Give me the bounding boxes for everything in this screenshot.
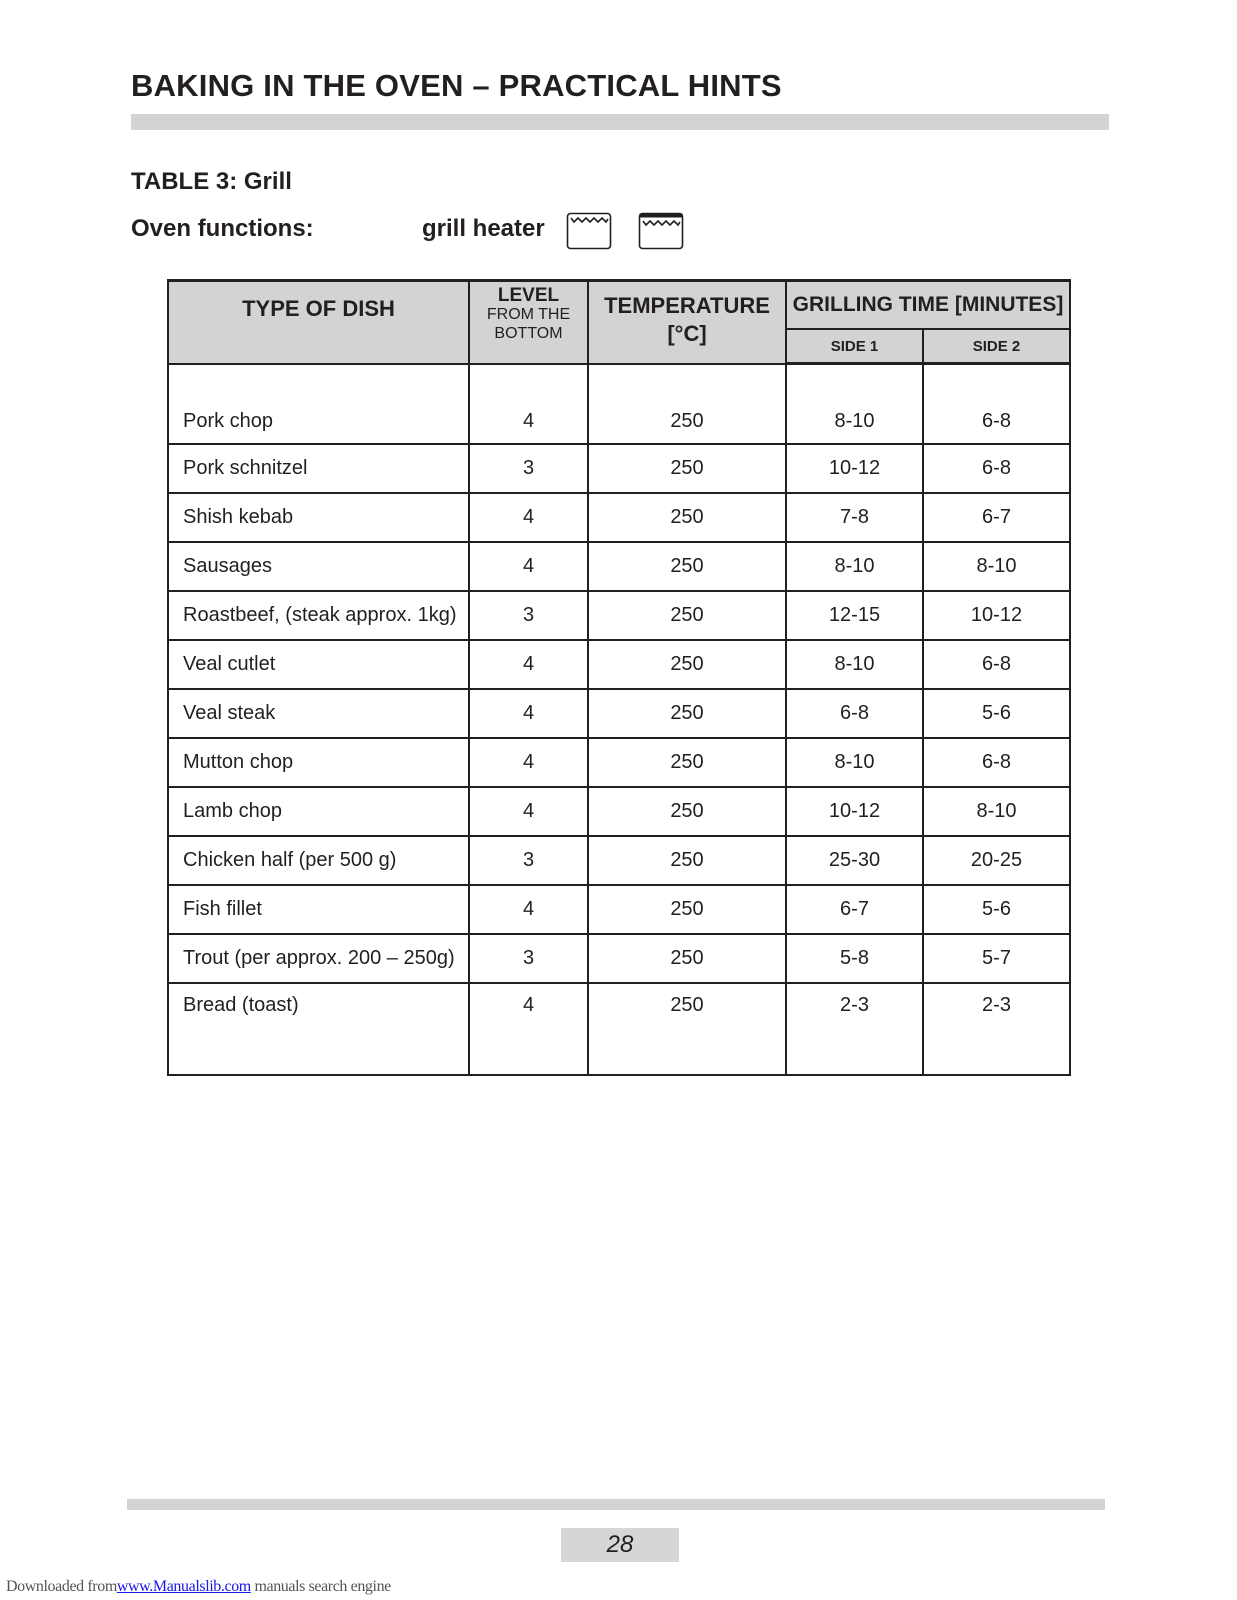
header-temperature-unit: [°C]	[667, 321, 707, 346]
cell-side-1: 10-12	[786, 787, 923, 836]
cell-dish: Pork chop	[168, 364, 469, 445]
header-level	[469, 281, 588, 364]
table-row	[168, 689, 1070, 738]
cell-level: 3	[469, 836, 588, 885]
cell-temperature: 250	[588, 787, 786, 836]
cell-temperature: 250	[588, 542, 786, 591]
cell-temperature: 250	[588, 591, 786, 640]
cell-temperature: 250	[588, 836, 786, 885]
cell-side-2: 20-25	[923, 836, 1070, 885]
cell-dish: Lamb chop	[168, 787, 469, 836]
header-temperature-main: TEMPERATURE	[604, 293, 770, 318]
cell-dish: Roastbeef, (steak approx. 1kg)	[168, 591, 469, 640]
grill-heater-top-icon	[638, 212, 684, 250]
cell-side-1: 12-15	[786, 591, 923, 640]
cell-side-1: 8-10	[786, 738, 923, 787]
cell-level: 4	[469, 738, 588, 787]
cell-side-2: 6-7	[923, 493, 1070, 542]
cell-side-2: 8-10	[923, 787, 1070, 836]
cell-dish: Mutton chop	[168, 738, 469, 787]
table-row	[168, 640, 1070, 689]
page-number: 28	[561, 1528, 679, 1562]
cell-dish: Trout (per approx. 200 – 250g)	[168, 934, 469, 983]
cell-level: 3	[469, 444, 588, 493]
cell-level: 4	[469, 885, 588, 934]
cell-temperature: 250	[588, 738, 786, 787]
cell-side-1: 8-10	[786, 640, 923, 689]
cell-level: 4	[469, 364, 588, 445]
cell-side-1: 10-12	[786, 444, 923, 493]
header-type-of-dish: TYPE OF DISH	[168, 281, 469, 364]
cell-side-2: 6-8	[923, 364, 1070, 445]
header-side-1: SIDE 1	[786, 329, 923, 364]
cell-dish: Veal cutlet	[168, 640, 469, 689]
table-row	[168, 983, 1070, 1075]
header-level-sub1: FROM THE	[486, 306, 571, 323]
grill-heater-label: grill heater	[422, 215, 545, 242]
cell-level: 4	[469, 493, 588, 542]
cell-temperature: 250	[588, 364, 786, 445]
cell-side-2: 8-10	[923, 542, 1070, 591]
cell-dish: Fish fillet	[168, 885, 469, 934]
manualslib-link[interactable]: www.Manualslib.com	[116, 1578, 251, 1595]
cell-side-1: 2-3	[786, 983, 923, 1075]
cell-level: 4	[469, 542, 588, 591]
cell-side-2: 10-12	[923, 591, 1070, 640]
cell-side-1: 7-8	[786, 493, 923, 542]
cell-level: 3	[469, 591, 588, 640]
cell-side-2: 6-8	[923, 738, 1070, 787]
table-row	[168, 591, 1070, 640]
table-row	[168, 738, 1070, 787]
cell-side-2: 5-6	[923, 689, 1070, 738]
cell-dish: Pork schnitzel	[168, 444, 469, 493]
cell-side-2: 2-3	[923, 983, 1070, 1075]
cell-side-1: 6-8	[786, 689, 923, 738]
table-row	[168, 787, 1070, 836]
header-level-sub2: BOTTOM	[494, 325, 563, 342]
cell-level: 4	[469, 689, 588, 738]
page-title: BAKING IN THE OVEN – PRACTICAL HINTS	[131, 68, 782, 103]
cell-side-1: 6-7	[786, 885, 923, 934]
cell-level: 4	[469, 787, 588, 836]
cell-side-1: 25-30	[786, 836, 923, 885]
download-note	[6, 1578, 391, 1596]
cell-temperature: 250	[588, 689, 786, 738]
cell-temperature: 250	[588, 640, 786, 689]
cell-temperature: 250	[588, 493, 786, 542]
title-divider	[131, 114, 1109, 130]
cell-dish: Bread (toast)	[168, 983, 469, 1075]
grill-heater-icon	[566, 212, 612, 250]
cell-dish: Sausages	[168, 542, 469, 591]
grill-table	[167, 279, 1071, 1076]
cell-side-1: 8-10	[786, 364, 923, 445]
cell-level: 4	[469, 640, 588, 689]
table-row	[168, 934, 1070, 983]
cell-side-1: 5-8	[786, 934, 923, 983]
cell-level: 3	[469, 934, 588, 983]
cell-side-2: 5-7	[923, 934, 1070, 983]
header-level-main: LEVEL	[497, 285, 560, 306]
cell-dish: Chicken half (per 500 g)	[168, 836, 469, 885]
table-row	[168, 444, 1070, 493]
download-prefix: Downloaded from	[6, 1578, 117, 1595]
cell-side-2: 6-8	[923, 640, 1070, 689]
header-side-2: SIDE 2	[923, 329, 1070, 364]
cell-side-1: 8-10	[786, 542, 923, 591]
table-row	[168, 885, 1070, 934]
table-label: TABLE 3: Grill	[131, 168, 292, 195]
cell-dish: Shish kebab	[168, 493, 469, 542]
cell-temperature: 250	[588, 934, 786, 983]
cell-dish: Veal steak	[168, 689, 469, 738]
header-grilling-time: GRILLING TIME [MINUTES]	[786, 281, 1070, 330]
cell-temperature: 250	[588, 983, 786, 1075]
cell-side-2: 5-6	[923, 885, 1070, 934]
cell-side-2: 6-8	[923, 444, 1070, 493]
cell-level: 4	[469, 983, 588, 1075]
footer-divider	[127, 1499, 1105, 1510]
header-temperature	[588, 281, 786, 364]
table-row	[168, 493, 1070, 542]
table-row	[168, 364, 1070, 445]
table-row	[168, 542, 1070, 591]
download-suffix: manuals search engine	[250, 1578, 391, 1595]
oven-functions-label: Oven functions:	[131, 215, 314, 242]
cell-temperature: 250	[588, 444, 786, 493]
cell-temperature: 250	[588, 885, 786, 934]
table-row	[168, 836, 1070, 885]
